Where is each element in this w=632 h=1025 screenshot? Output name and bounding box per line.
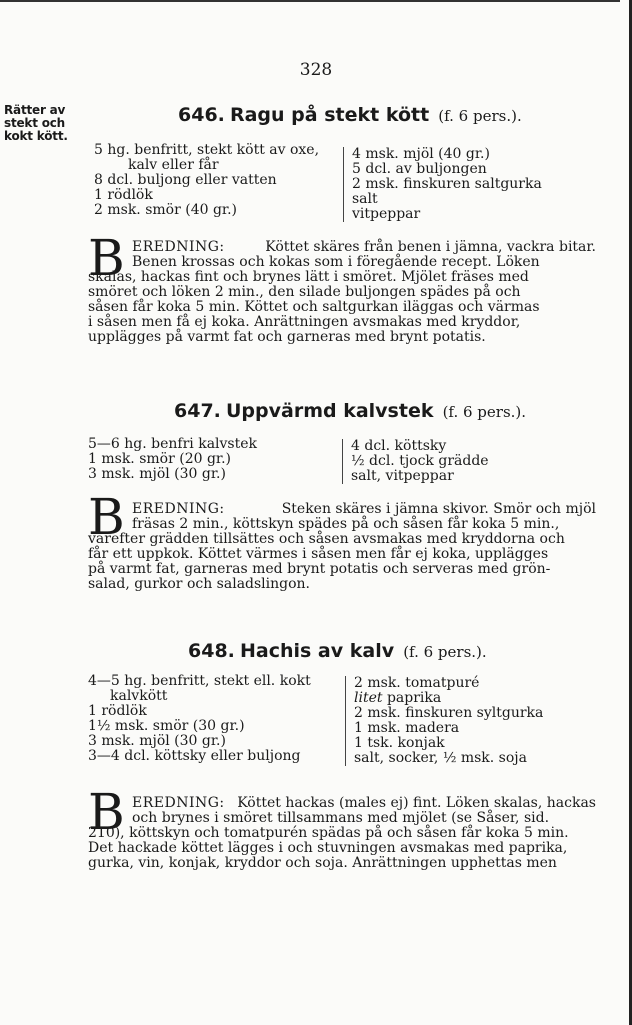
page-top-rule [0,0,620,2]
side-heading-line: kokt kött. [4,129,68,143]
prep-line: 210), köttskyn och tomatpurén spädas på och såsen får koka 5 min. [88,825,569,841]
page-number: 328 [299,60,333,80]
recipe-646-ingredients-right [343,147,542,222]
prep-line: gurka, vin, konjak, kryddor och soja. Anrättningen upphettas men [88,855,557,871]
recipe-servings: (f. 6 pers.). [403,643,487,661]
prep-line: fräsas 2 min., köttskyn spädes på och såsen får koka 5 min., [132,516,560,532]
recipe-name: Hachis av kalv [239,640,395,662]
recipe-648-ingredients-left [88,674,311,764]
ingredient: salt [352,191,378,207]
ingredient: 4—5 hg. benfritt, stekt ell. kokt [88,673,311,689]
prep-lead: EREDNING: [132,239,225,255]
prep-lead: EREDNING: [132,795,225,811]
ingredient-italic: litet [354,690,383,706]
prep-line: på varmt fat, garneras med brynt potatis och serveras med grön- [88,561,551,577]
dropcap-letter: B [88,488,125,546]
ingredient: vitpeppar [352,206,421,222]
ingredient [354,691,543,706]
prep-line: varefter grädden tillsättes och såsen avsmakas med kryddorna och [88,531,565,547]
prep-line: smöret och löken 2 min., den silade buljongen spädes på och [88,284,521,300]
ingredient: 5 hg. benfritt, stekt kött av oxe, [94,142,320,158]
recipe-647-title [174,400,526,422]
recipe-648-preparation [88,796,596,871]
recipe-number: 646. [178,104,225,126]
prep-line: Det hackade köttet lägges i och stuvningen avsmakas med paprika, [88,840,568,856]
recipe-number: 647. [174,400,221,422]
prep-line: salad, gurkor och saladslingon. [88,576,311,592]
ingredient: 2 msk. finskuren saltgurka [352,176,542,192]
recipe-name: Uppvärmd kalvstek [225,400,434,422]
recipe-647-ingredients-left [88,437,257,482]
prep-line: såsen får koka 5 min. Köttet och saltgurkan iläggas och värmas [88,299,540,315]
prep-line: och brynes i smöret tillsammans med mjölet (se Såser, sid. [132,810,550,826]
recipe-648-ingredients-right [345,676,543,766]
ingredient: 2 msk. smör (40 gr.) [94,202,237,218]
ingredient: salt, vitpeppar [351,468,454,484]
ingredient: kalv eller får [128,157,219,173]
ingredient: 1 msk. smör (20 gr.) [88,451,231,467]
ingredient: 1 rödlök [88,703,147,719]
prep-line [88,796,596,811]
ingredient: salt, socker, ½ msk. soja [354,750,527,766]
ingredient: 4 msk. mjöl (40 gr.) [352,146,490,162]
prep-text: Steken skäres i jämna skivor. Smör och mjöl [281,501,596,517]
recipe-name: Ragu på stekt kött [229,104,430,126]
recipe-646-preparation [88,240,596,345]
prep-line: skalas, hackas fint och brynes lätt i smöret. Mjölet fräses med [88,269,529,285]
recipe-646-ingredients-left [94,143,319,218]
ingredient-rest: paprika [386,690,442,706]
side-heading [4,104,90,143]
recipe-servings: (f. 6 pers.). [442,403,527,421]
prep-line: upplägges på varmt fat och garneras med brynt potatis. [88,329,486,345]
recipe-647-ingredients-right [342,439,489,484]
dropcap-letter: B [88,783,125,841]
recipe-648-title [188,640,487,662]
recipe-number: 648. [188,640,235,662]
ingredient: 5—6 hg. benfri kalvstek [88,436,258,452]
ingredient: ½ dcl. tjock grädde [351,453,489,469]
ingredient: 1 rödlök [94,187,153,203]
prep-line: får ett uppkok. Köttet värmes i såsen men får ej koka, upplägges [88,546,549,562]
recipe-647-preparation [88,502,596,592]
recipe-servings: (f. 6 pers.). [438,107,522,125]
ingredient: 1 tsk. konjak [354,735,445,751]
ingredient: kalvkött [110,688,168,704]
prep-lead: EREDNING: [132,501,225,517]
ingredient: 2 msk. tomatpuré [354,675,480,691]
ingredient: 5 dcl. av buljongen [352,161,487,177]
prep-line: i såsen men få ej koka. Anrättningen avsmakas med kryddor, [88,314,521,330]
side-heading-line: Rätter av [4,103,66,117]
prep-line [88,240,596,255]
ingredient: 3 msk. mjöl (30 gr.) [88,466,226,482]
dropcap-letter: B [88,229,125,287]
recipe-646-title [178,104,522,126]
ingredient: 3—4 dcl. köttsky eller buljong [88,748,301,764]
prep-text: Köttet skäres från benen i jämna, vackra bitar. [265,239,596,255]
ingredient: 2 msk. finskuren syltgurka [354,705,544,721]
ingredient: 8 dcl. buljong eller vatten [94,172,277,188]
ingredient: 3 msk. mjöl (30 gr.) [88,733,226,749]
prep-line: Benen krossas och kokas som i föregående recept. Löken [132,254,540,270]
prep-line [88,502,596,517]
ingredient: 1½ msk. smör (30 gr.) [88,718,245,734]
ingredient: 4 dcl. köttsky [351,438,447,454]
ingredient: 1 msk. madera [354,720,460,736]
side-heading-line: stekt och [4,116,66,130]
prep-text: Köttet hackas (males ej) fint. Löken skalas, hackas [237,795,596,811]
